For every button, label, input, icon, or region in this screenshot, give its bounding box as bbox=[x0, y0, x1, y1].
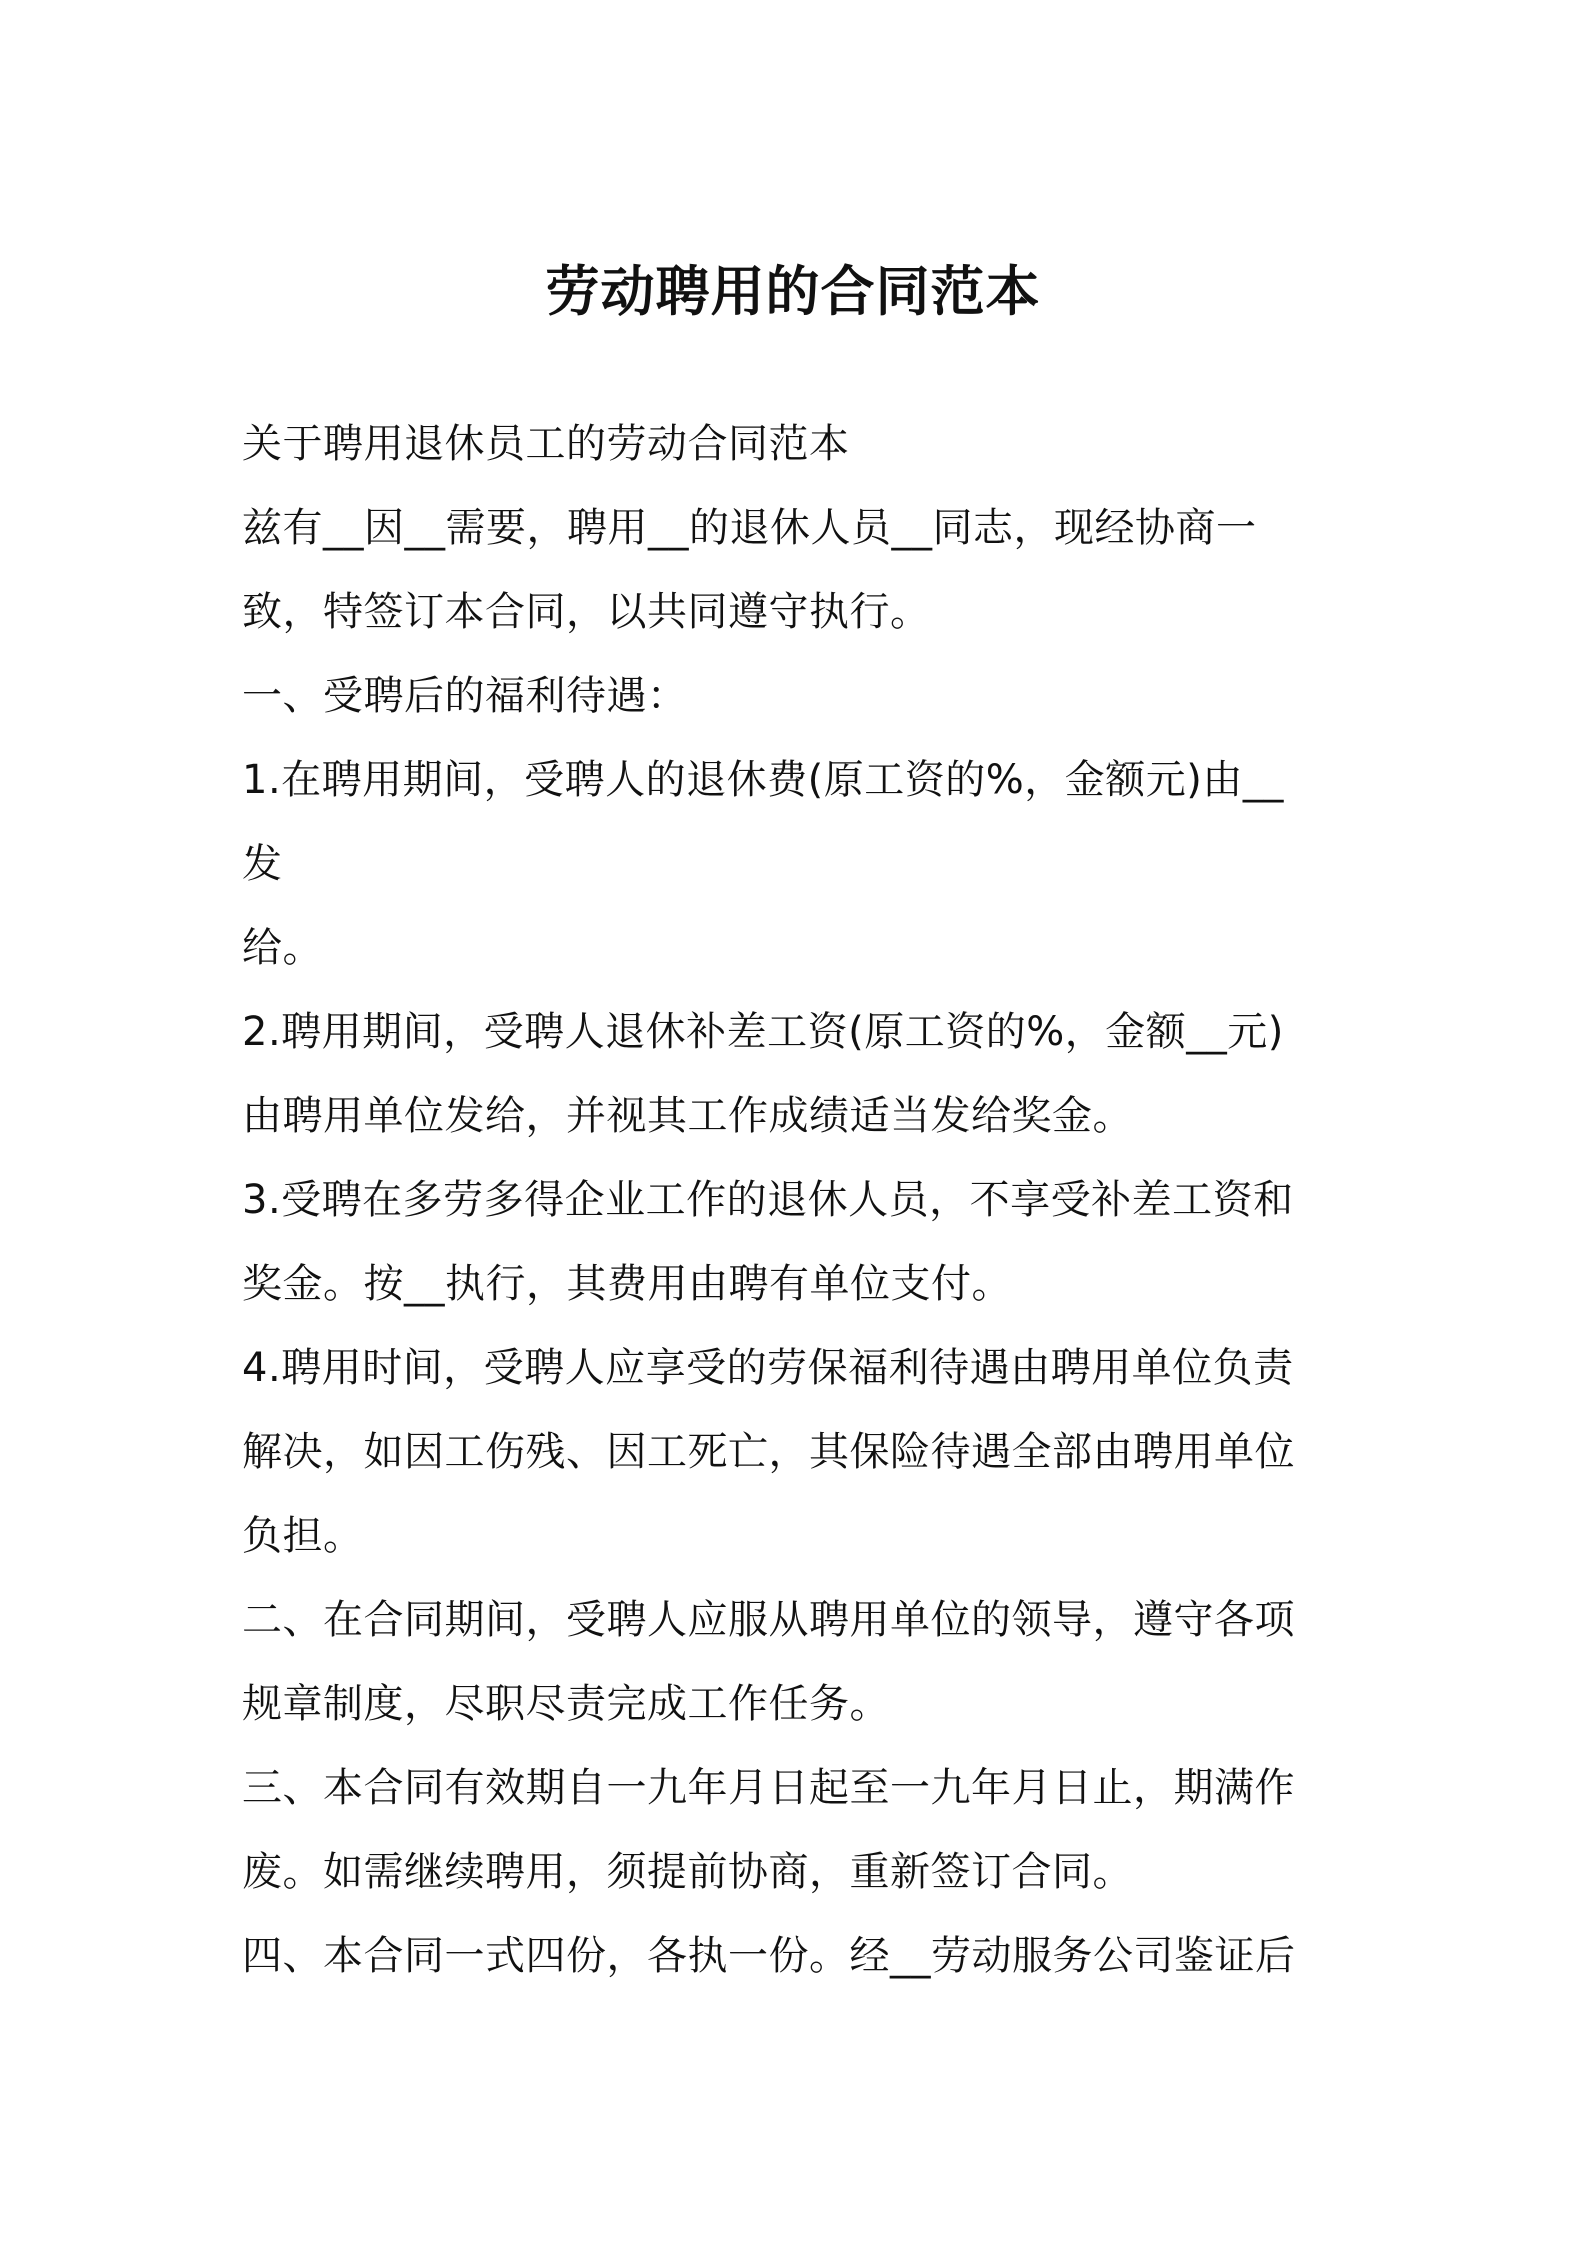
text-line: 解决，如因工伤残、因工死亡，其保险待遇全部由聘用单位 bbox=[242, 1429, 1295, 1475]
document-title: 劳动聘用的合同范本 bbox=[545, 260, 1041, 323]
text-line: 负担。 bbox=[242, 1513, 364, 1559]
text-line: 废。如需继续聘用，须提前协商，重新签订合同。 bbox=[242, 1849, 1133, 1895]
text-line: 3.受聘在多劳多得企业工作的退休人员，不享受补差工资和 bbox=[242, 1177, 1294, 1223]
text-line: 四、本合同一式四份，各执一份。经__劳动服务公司鉴证后 bbox=[242, 1933, 1296, 1979]
text-line: 规章制度，尽职尽责完成工作任务。 bbox=[242, 1681, 890, 1727]
text-line: 三、本合同有效期自一九年月日起至一九年月日止，期满作 bbox=[242, 1765, 1295, 1811]
document-body bbox=[242, 402, 1362, 1998]
text-line: 关于聘用退休员工的劳动合同范本 bbox=[242, 421, 850, 467]
text-line: 兹有__因__需要，聘用__的退休人员__同志，现经协商一 bbox=[242, 505, 1257, 551]
text-line: 一、受聘后的福利待遇： bbox=[242, 673, 688, 719]
text-line: 4.聘用时间，受聘人应享受的劳保福利待遇由聘用单位负责 bbox=[242, 1345, 1294, 1391]
text-line: 奖金。按__执行，其费用由聘有单位支付。 bbox=[242, 1261, 1012, 1307]
text-line: 给。 bbox=[242, 925, 323, 971]
text-line: 1.在聘用期间，受聘人的退休费(原工资的%，金额元)由__ bbox=[242, 757, 1284, 803]
text-line: 2.聘用期间，受聘人退休补差工资(原工资的%，金额__元) bbox=[242, 1009, 1284, 1055]
text-line: 发 bbox=[242, 841, 283, 887]
text-line: 致，特签订本合同，以共同遵守执行。 bbox=[242, 589, 931, 635]
text-line: 由聘用单位发给，并视其工作成绩适当发给奖金。 bbox=[242, 1093, 1133, 1139]
text-line: 二、在合同期间，受聘人应服从聘用单位的领导，遵守各项 bbox=[242, 1597, 1295, 1643]
